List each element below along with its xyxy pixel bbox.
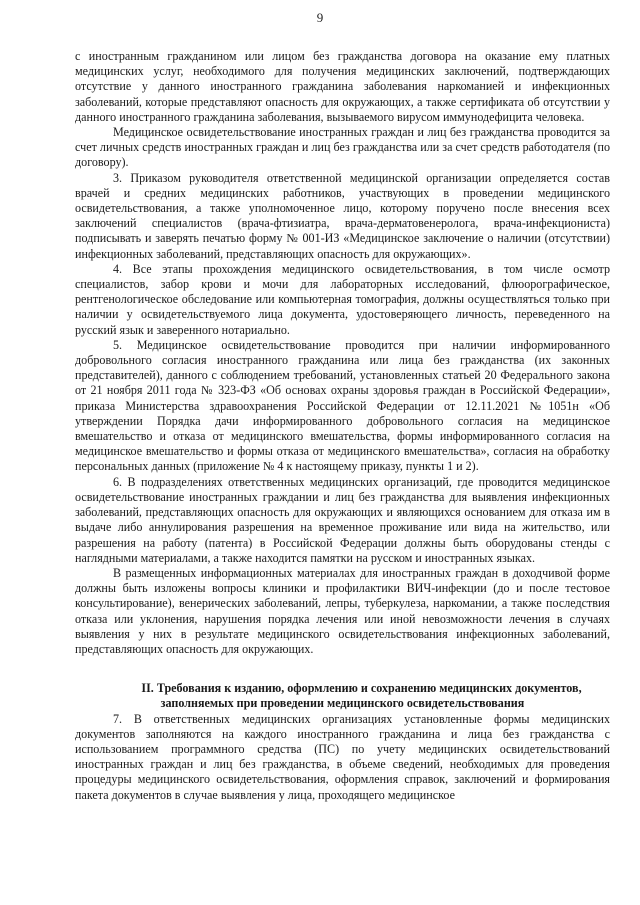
paragraph-7: 7. В ответственных медицинских организациях установленные формы медицинских документов заполняются на каждого иностранного гражданина и лица без гражданства с использованием программного средства (ПС) по учету медицинских освидетельствований иностранных граждан и лиц без гражданства, в объеме сведений, необходимых для проведения процедуры медицинского освидетельствования, оформления справок, заключений и формирования пакета документов в случае выявления у лица, проходящего медицинское xyxy=(75,711,610,802)
section-heading: II. Требования к изданию, оформлению и сохранению медицинских документов, заполняемых при проведении медицинского освидетельствования xyxy=(141,681,582,711)
paragraph-continuation: с иностранным гражданином или лицом без гражданства договора на оказание ему платных медицинских услуг, необходимого для получения медицинских заключений, подтверждающих отсутствие у данного иностранного гражданина заболевания наркоманией и инфекционных заболеваний, которые представляют опасность для окружающих, а также сертификата об отсутствии у данного иностранного гражданина заболевания, вызываемого вирусом иммунодефицита человека. xyxy=(75,49,610,124)
paragraph-info-materials: В размещенных информационных материалах для иностранных граждан в доходчивой форме должны быть изложены вопросы клиники и профилактики ВИЧ-инфекции (до и после тестовое консультирование), венерических заболеваний, лепры, туберкулеза, наркомании, а также последствия отказа или уклонения, нарушения порядка лечения или иной невозможности лечения в случаях выявления у них в результате медицинского освидетельствования инфекционных заболеваний, представляющих опасность для окружающих. xyxy=(75,565,610,656)
document-body xyxy=(75,49,610,803)
paragraph-funding: Медицинское освидетельствование иностранных граждан и лиц без гражданства проводится за счет личных средств иностранных граждан и лиц без гражданства или за счет средств работодателя (по договору). xyxy=(75,125,610,170)
paragraph-3: 3. Приказом руководителя ответственной медицинской организации определяется состав врачей и средних медицинских работников, участвующих в проведении медицинского освидетельствования, а также уполномоченное лицо, которому поручено после внесения всех заключений специалистов (врача-фтизиатра, врача-дерматовенеролога, врача-инфекциониста) подписывать и заверять печатью форму № 001-ИЗ «Медицинское заключение о наличии (отсутствии) инфекционных заболеваний, представляющих опасность для окружающих». xyxy=(75,170,610,261)
paragraph-6: 6. В подразделениях ответственных медицинских организаций, где проводится медицинское освидетельствование иностранных граждании и лиц без гражданства для выявления инфекционных заболеваний, представляющих опасность для окружающих и являющихся основанием для отказа им в выдаче либо аннулирования разрешения на временное проживание или вида на жительство, или разрешения на работу (патента) в Российской Федерации должны быть оборудованы стенды с наглядными материалами, а также находится памятки на русском и иностранных языках. xyxy=(75,474,610,565)
page-number: 9 xyxy=(316,10,324,25)
paragraph-5: 5. Медицинское освидетельствование проводится при наличии информированного добровольного согласия иностранного гражданина или лица без гражданства (их законных представителей), данного с соблюдением требований, установленных статьей 20 Федерального закона от 21 ноября 2011 года № 323-ФЗ «Об основах охраны здоровья граждан в Российской Федерации», приказа Министерства здравоохранения Российской Федерации от 12.11.2021 №1051н «Об утверждении Порядка дачи информированного добровольного согласия на медицинское вмешательство и отказа от медицинского вмешательства, формы информированного согласия на медицинское вмешательство и формы отказа от медицинского вмешательства», согласия на обработку персональных данных (приложение № 4 к настоящему приказу, пункты 1 и 2). xyxy=(75,337,610,474)
paragraph-4: 4. Все этапы прохождения медицинского освидетельствования, в том числе осмотр специалистов, забор крови и мочи для лабораторных исследований, флюорографическое, рентгенологическое обследование или компьютерная томография, должны осуществляться только при наличии у освидетельствуемого лица документа, удостоверяющего личность, переведенного на русский язык и заверенного нотариально. xyxy=(75,261,610,337)
